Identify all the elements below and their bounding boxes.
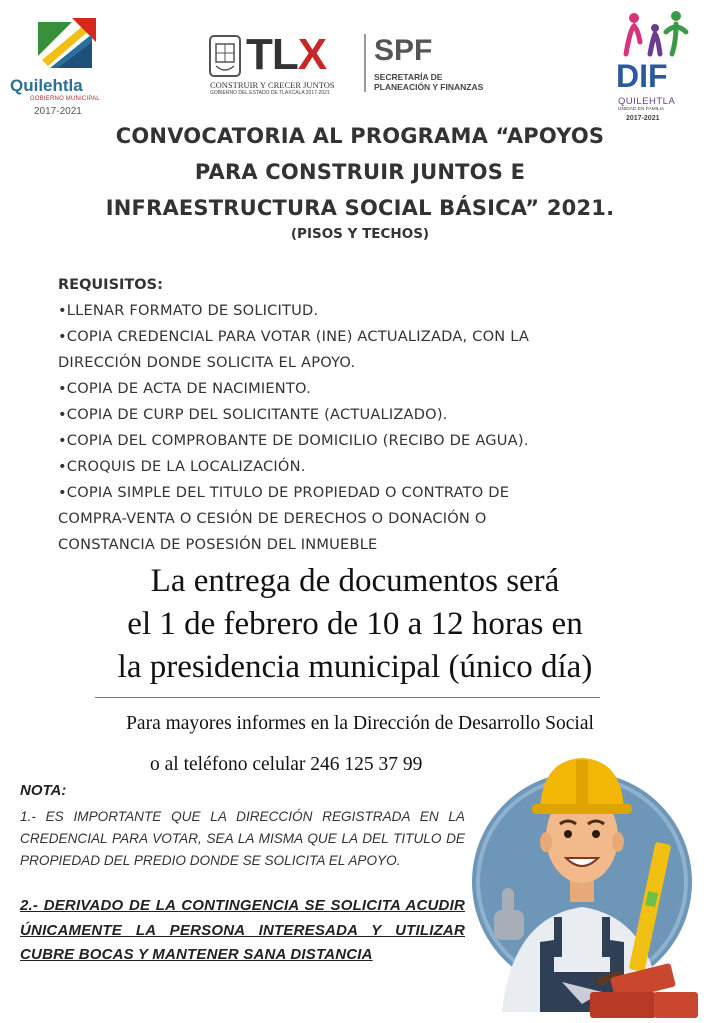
requirement-line: DIRECCIÓN DONDE SOLICITA EL APOYO. <box>58 354 356 371</box>
requirement-line: •COPIA DE CURP DEL SOLICITANTE (ACTUALIZADO). <box>58 406 448 423</box>
tlx-brand-x: X <box>297 30 327 79</box>
contact-phone: o al teléfono celular 246 125 37 99 <box>150 754 423 775</box>
quilehtla-name: Quilehtla <box>10 76 83 95</box>
dif-name: DIF <box>616 58 668 94</box>
dif-logo <box>610 8 700 122</box>
delivery-line-1: La entrega de documentos será <box>150 563 560 599</box>
requirement-line: COMPRA-VENTA O CESIÓN DE DERECHOS O DONACIÓN O <box>58 510 487 527</box>
quilehtla-subtitle: GOBIERNO MUNICIPAL <box>30 96 100 102</box>
requirements-heading: REQUISITOS: <box>58 277 163 293</box>
spf-name <box>374 72 483 92</box>
page-title <box>60 118 660 226</box>
note-1: 1.- ES IMPORTANTE QUE LA DIRECCIÓN REGISTRADA EN LA CREDENCIAL PARA VOTAR, SEA LA MISMA QUE LA DEL TITULO DE PROPIEDAD DEL PREDIO DONDE SE SOLICITA EL APOYO. <box>20 809 465 868</box>
separator-rule <box>95 697 600 698</box>
dif-years: 2017-2021 <box>626 115 660 122</box>
requirement-line: CONSTANCIA DE POSESIÓN DEL INMUEBLE <box>58 536 378 553</box>
logo-divider <box>364 34 366 92</box>
dif-municipality: QUILEHTLA <box>618 96 676 107</box>
tlx-spf-logo <box>206 32 506 98</box>
note-heading: NOTA: <box>20 782 67 799</box>
delivery-line-2: el 1 de febrero de 10 a 12 horas en <box>127 606 583 642</box>
spf-abbr: SPF <box>374 34 433 67</box>
dif-motto: UNIDAD EN FAMILIA <box>618 107 665 112</box>
requirement-line: •COPIA SIMPLE DEL TITULO DE PROPIEDAD O CONTRATO DE <box>58 484 510 501</box>
requirement-line: •COPIA CREDENCIAL PARA VOTAR (INE) ACTUALIZADA, CON LA <box>58 328 530 345</box>
delivery-line-3: la presidencia municipal (único día) <box>117 649 593 685</box>
note-2: 2.- DERIVADO DE LA CONTINGENCIA SE SOLICITA ACUDIR ÚNICAMENTE LA PERSONA INTERESADA Y UTILIZAR CUBRE BOCAS Y MANTENER SANA DISTANCIA <box>20 897 465 963</box>
construction-worker-illustration <box>462 742 702 1022</box>
state-seal-icon <box>208 34 242 78</box>
quilehtla-years: 2017-2021 <box>34 106 82 117</box>
requirement-line: •COPIA DE ACTA DE NACIMIENTO. <box>58 380 311 397</box>
requirement-line: •CROQUIS DE LA LOCALIZACIÓN. <box>58 458 306 475</box>
thumbs-up-glove-icon <box>494 910 524 940</box>
title-line-3: INFRAESTRUCTURA SOCIAL BÁSICA” 2021. <box>105 196 615 220</box>
spf-line-2: PLANEACIÓN Y FINANZAS <box>374 82 484 92</box>
spf-line-1: SECRETARÍA DE <box>374 72 443 82</box>
tlx-government: GOBIERNO DEL ESTADO DE TLAXCALA 2017-2021 <box>210 90 330 96</box>
quilehtla-emblem-icon <box>30 14 100 74</box>
contact-info: Para mayores informes en la Dirección de Desarrollo Social <box>126 713 594 734</box>
title-line-1: CONVOCATORIA AL PROGRAMA “APOYOS <box>115 124 605 148</box>
requirement-line: •COPIA DEL COMPROBANTE DE DOMICILIO (RECIBO DE AGUA). <box>58 432 529 449</box>
quilehtla-logo <box>8 14 108 117</box>
tlx-tagline: CONSTRUIR Y CRECER JUNTOS <box>210 80 335 90</box>
title-line-2: PARA CONSTRUIR JUNTOS E <box>194 160 526 184</box>
page-subtitle: (PISOS Y TECHOS) <box>290 226 430 242</box>
tlx-brand-text: TLX <box>246 30 327 79</box>
requirement-line: •LLENAR FORMATO DE SOLICITUD. <box>58 302 319 319</box>
delivery-notice <box>20 560 690 689</box>
dif-family-icon <box>620 8 690 58</box>
requirements-list <box>58 298 658 558</box>
tlx-brand <box>246 30 326 80</box>
